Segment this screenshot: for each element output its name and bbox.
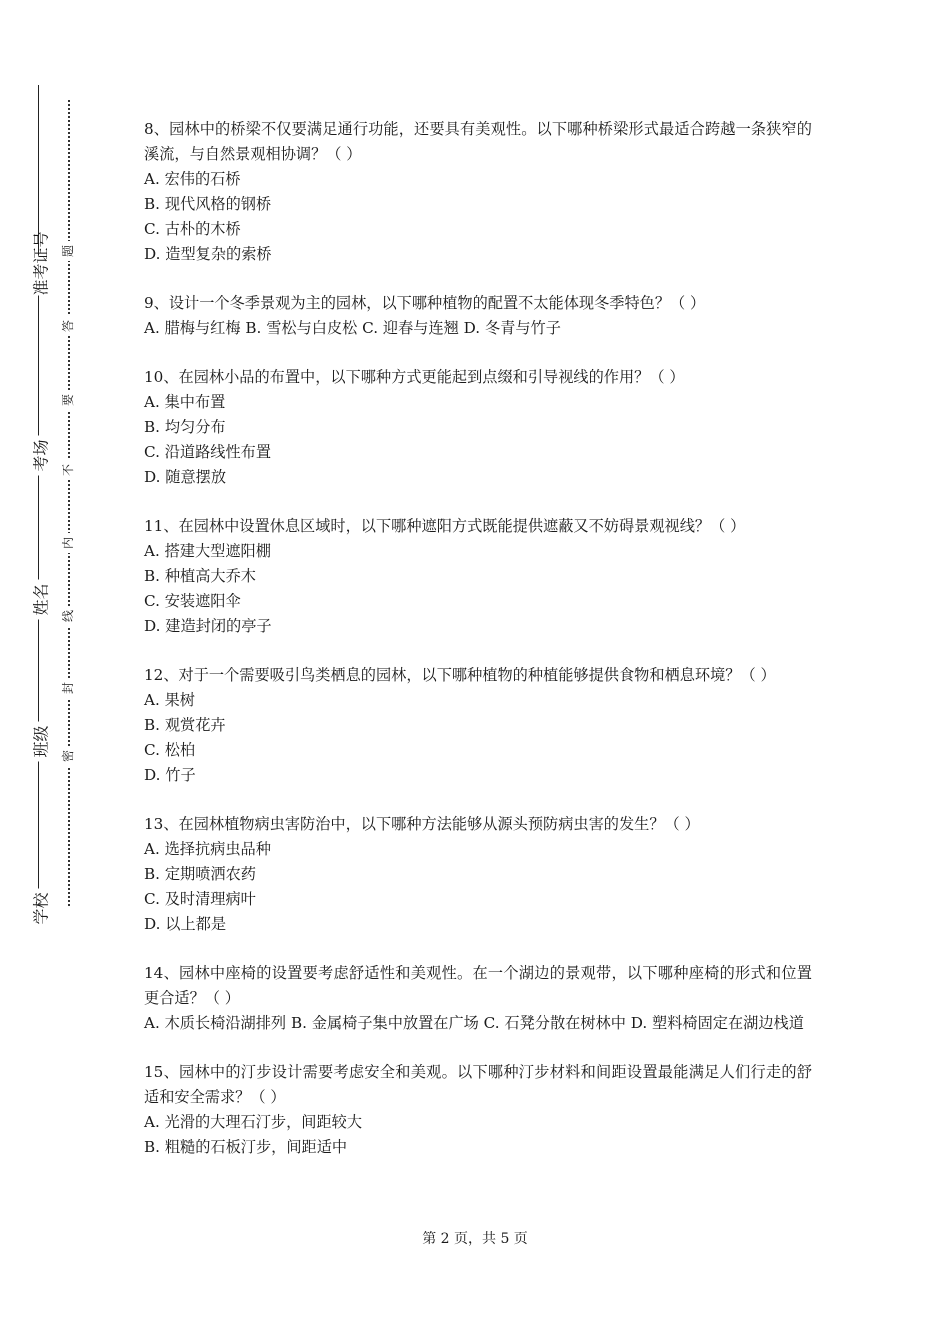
question-text: 15、园林中的汀步设计需要考虑安全和美观。以下哪种汀步材料和间距设置最能满足人们行走的舒适和安全需求？（ ）: [144, 1063, 812, 1106]
question-15: [144, 1060, 812, 1160]
seal-char: 题: [60, 241, 76, 261]
page-number: 第 2 页，共 5 页: [422, 1231, 528, 1247]
seal-dotted-line: [68, 100, 70, 906]
option-d: D. 以上都是: [144, 915, 227, 933]
option-b: B. 观赏花卉: [144, 716, 226, 734]
option-d: D. 造型复杂的索桥: [144, 245, 272, 263]
option-a: A. 果树: [144, 691, 195, 709]
option-b: B. 现代风格的钢桥: [144, 195, 272, 213]
seal-char: 内: [60, 533, 76, 553]
question-9: [144, 291, 812, 341]
question-13: [144, 812, 812, 937]
option-c: C. 古朴的木桥: [144, 220, 241, 238]
seal-char: 要: [60, 390, 76, 410]
question-text: 12、对于一个需要吸引鸟类栖息的园林，以下哪种植物的种植能够提供食物和栖息环境？（ ）: [144, 666, 776, 684]
seal-char: 答: [60, 316, 76, 336]
option-a: A. 搭建大型遮阳棚: [144, 542, 271, 560]
option-a: A. 宏伟的石桥: [144, 170, 241, 188]
option-b: B. 粗糙的石板汀步，间距适中: [144, 1138, 348, 1156]
option-b: B. 均匀分布: [144, 418, 226, 436]
option-b: B. 种植高大乔木: [144, 567, 256, 585]
seal-char: 密: [60, 746, 76, 766]
exam-id-label: 准考证号: [27, 256, 54, 296]
option-a: A. 光滑的大理石汀步，间距较大: [144, 1113, 363, 1131]
question-10: [144, 365, 812, 490]
option-a: A. 集中布置: [144, 393, 226, 411]
seal-char: 不: [60, 460, 76, 480]
question-text: 10、在园林小品的布置中，以下哪种方式更能起到点缀和引导视线的作用？（ ）: [144, 368, 685, 386]
seal-char: 封: [60, 678, 76, 698]
option-c: C. 沿道路线性布置: [144, 443, 272, 461]
seal-char: 线: [60, 606, 76, 626]
class-label: 班级: [27, 722, 54, 762]
question-text: 11、在园林中设置休息区域时，以下哪种遮阳方式既能提供遮蔽又不妨碍景观视线？（ ）: [144, 517, 746, 535]
option-d: D. 随意摆放: [144, 468, 227, 486]
option-b: B. 定期喷洒农药: [144, 865, 256, 883]
option-c: C. 松柏: [144, 741, 196, 759]
option-d: D. 建造封闭的亭子: [144, 617, 272, 635]
option-a: A. 选择抗病虫品种: [144, 840, 271, 858]
binding-solid-line: [38, 85, 39, 925]
question-text: 13、在园林植物病虫害防治中，以下哪种方法能够从源头预防病虫害的发生？（ ）: [144, 815, 700, 833]
option-c: C. 及时清理病叶: [144, 890, 256, 908]
option-c: C. 安装遮阳伞: [144, 592, 241, 610]
options-inline: A. 木质长椅沿湖排列 B. 金属椅子集中放置在广场 C. 石凳分散在树林中 D. 塑料椅固定在湖边栈道: [144, 1014, 804, 1032]
question-12: [144, 663, 812, 788]
question-text: 9、设计一个冬季景观为主的园林，以下哪种植物的配置不太能体现冬季特色？（ ）: [144, 294, 706, 312]
exam-room-label: 考场: [27, 436, 54, 476]
question-8: [144, 117, 812, 267]
name-label: 姓名: [27, 580, 54, 620]
options-inline: A. 腊梅与红梅 B. 雪松与白皮松 C. 迎春与连翘 D. 冬青与竹子: [144, 319, 561, 337]
question-text: 8、园林中的桥梁不仅要满足通行功能，还要具有美观性。以下哪种桥梁形式最适合跨越一条狭窄的溪流，与自然景观相协调？（ ）: [144, 120, 812, 163]
question-text: 14、园林中座椅的设置要考虑舒适性和美观性。在一个湖边的景观带，以下哪种座椅的形式和位置更合适？（ ）: [144, 964, 812, 1007]
option-d: D. 竹子: [144, 766, 196, 784]
question-11: [144, 514, 812, 639]
question-14: [144, 961, 812, 1036]
school-label: 学校: [27, 889, 54, 929]
question-list: [144, 117, 812, 1184]
binding-margin: [0, 0, 110, 1344]
